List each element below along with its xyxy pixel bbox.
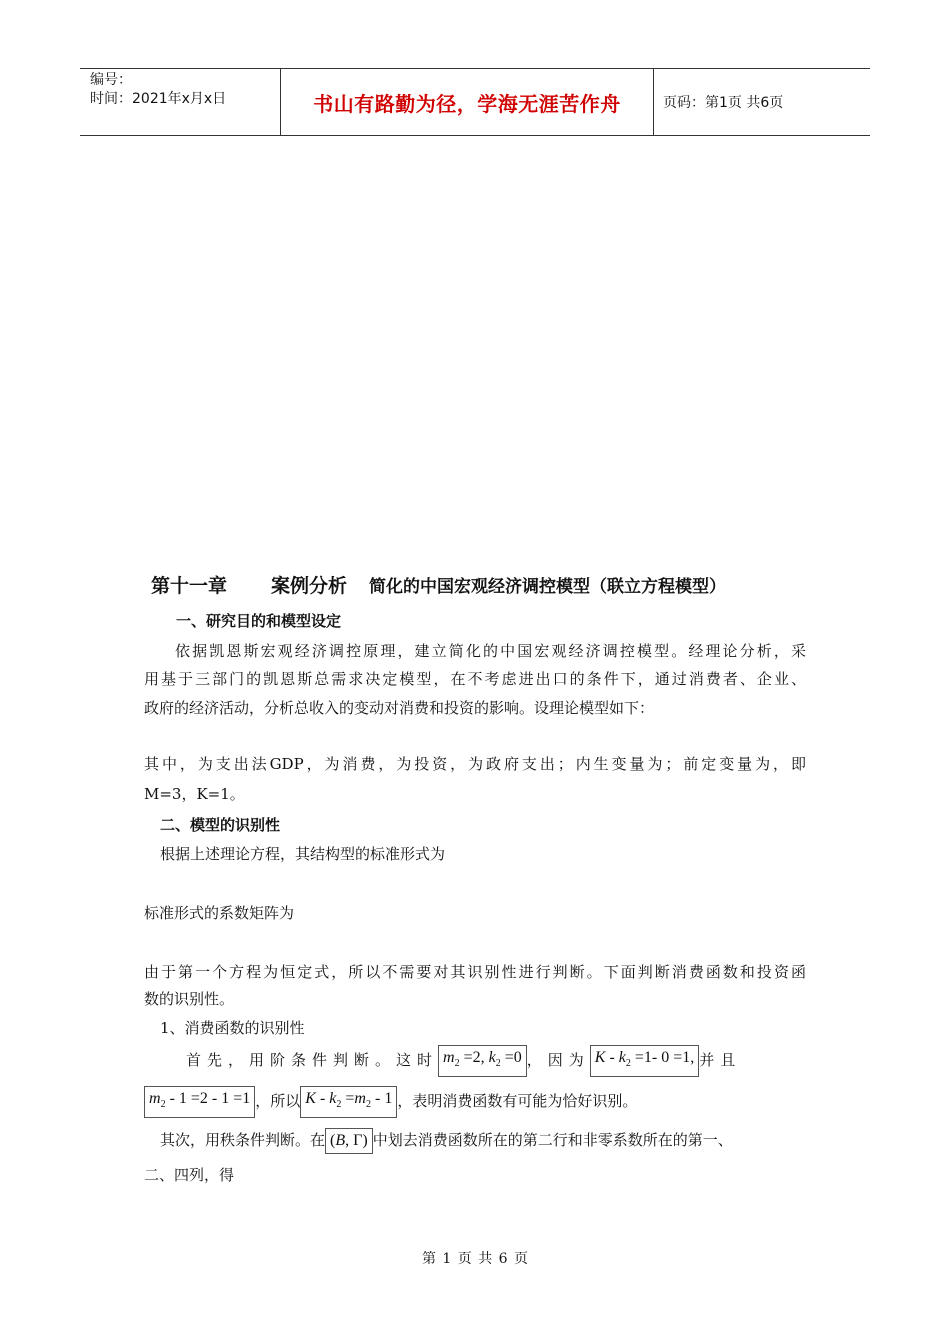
- paragraph8-text-b: 中划去消费函数所在的第二行和非零系数所在的第一、: [372, 1131, 733, 1149]
- formula-b-gamma: (B, Γ): [325, 1128, 373, 1154]
- formula-m2-k2: $m_2 =2$, $k_2 =0$: [438, 1045, 527, 1077]
- header-meta: [80, 69, 281, 135]
- paragraph7: [144, 1086, 806, 1118]
- formula-k-minus-k2: $K - k_2 =1-$ 0 =1,: [590, 1045, 699, 1077]
- header-motto: 书山有路勤为径，学海无涯苦作舟: [281, 69, 654, 135]
- paragraph2-line2: M=3，K=1。: [144, 785, 245, 803]
- section2-heading: 二、模型的识别性: [160, 816, 281, 834]
- formula-m2-minus-1: $m_2 - 1 =2 - 1 =1$: [144, 1086, 255, 1118]
- paragraph6-text-c: 并且: [699, 1051, 742, 1070]
- paragraph8: [160, 1128, 806, 1154]
- paragraph5-line1: 由于第一个方程为恒定式，所以不需要对其识别性进行判断。下面判断消费函数和投资函: [144, 963, 806, 981]
- paragraph3: 根据上述理论方程，其结构型的标准形式为: [160, 845, 446, 863]
- paragraph6-text-a: 首先，用阶条件判断。这时: [186, 1051, 439, 1070]
- paragraph6-text-b: ，因为: [526, 1051, 590, 1070]
- paragraph7-text-b: ，表明消费函数有可能为恰好识别。: [397, 1092, 638, 1111]
- page-footer: 第 1 页 共 6 页: [421, 1251, 529, 1267]
- paragraph9: 二、四列，得: [144, 1166, 235, 1184]
- paragraph7-text-a: ，所以: [255, 1092, 301, 1111]
- paragraph5-line2: 数的识别性。: [144, 990, 235, 1008]
- paragraph8-text-a: 其次，用秩条件判断。在: [160, 1131, 326, 1149]
- section1-heading: 一、研究目的和模型设定: [176, 612, 342, 630]
- paragraph1-line3: 政府的经济活动，分析总收入的变动对消费和投资的影响。设理论模型如下：: [144, 699, 655, 717]
- paragraph2-line1: 其中，为支出法GDP，为消费，为投资，为政府支出；内生变量为；前定变量为，即: [144, 755, 806, 773]
- number-label: 编号：: [90, 72, 132, 88]
- paragraph4: 标准形式的系数矩阵为: [144, 904, 295, 922]
- time-label: 时间：2021年x月x日: [90, 91, 227, 107]
- formula-k-k2-equals-m2-1: $K - k_2 =m_2 - 1$: [300, 1086, 397, 1118]
- paragraph1-line1: 依据凯恩斯宏观经济调控原理，建立简化的中国宏观经济调控模型。经理论分析，采: [175, 642, 806, 660]
- header-table: [80, 68, 870, 136]
- chapter-label: 第十一章: [151, 575, 228, 597]
- case-label: 案例分析: [271, 575, 348, 597]
- document-title: [151, 571, 726, 598]
- header-page-info: 页码：第1页 共6页: [663, 95, 784, 111]
- title-subtitle: 简化的中国宏观经济调控模型（联立方程模型）: [369, 577, 727, 597]
- subsection1-heading: 1、消费函数的识别性: [160, 1019, 305, 1037]
- paragraph1-line2: 用基于三部门的凯恩斯总需求决定模型，在不考虑进出口的条件下，通过消费者、企业、: [144, 670, 806, 688]
- paragraph6: [186, 1045, 806, 1077]
